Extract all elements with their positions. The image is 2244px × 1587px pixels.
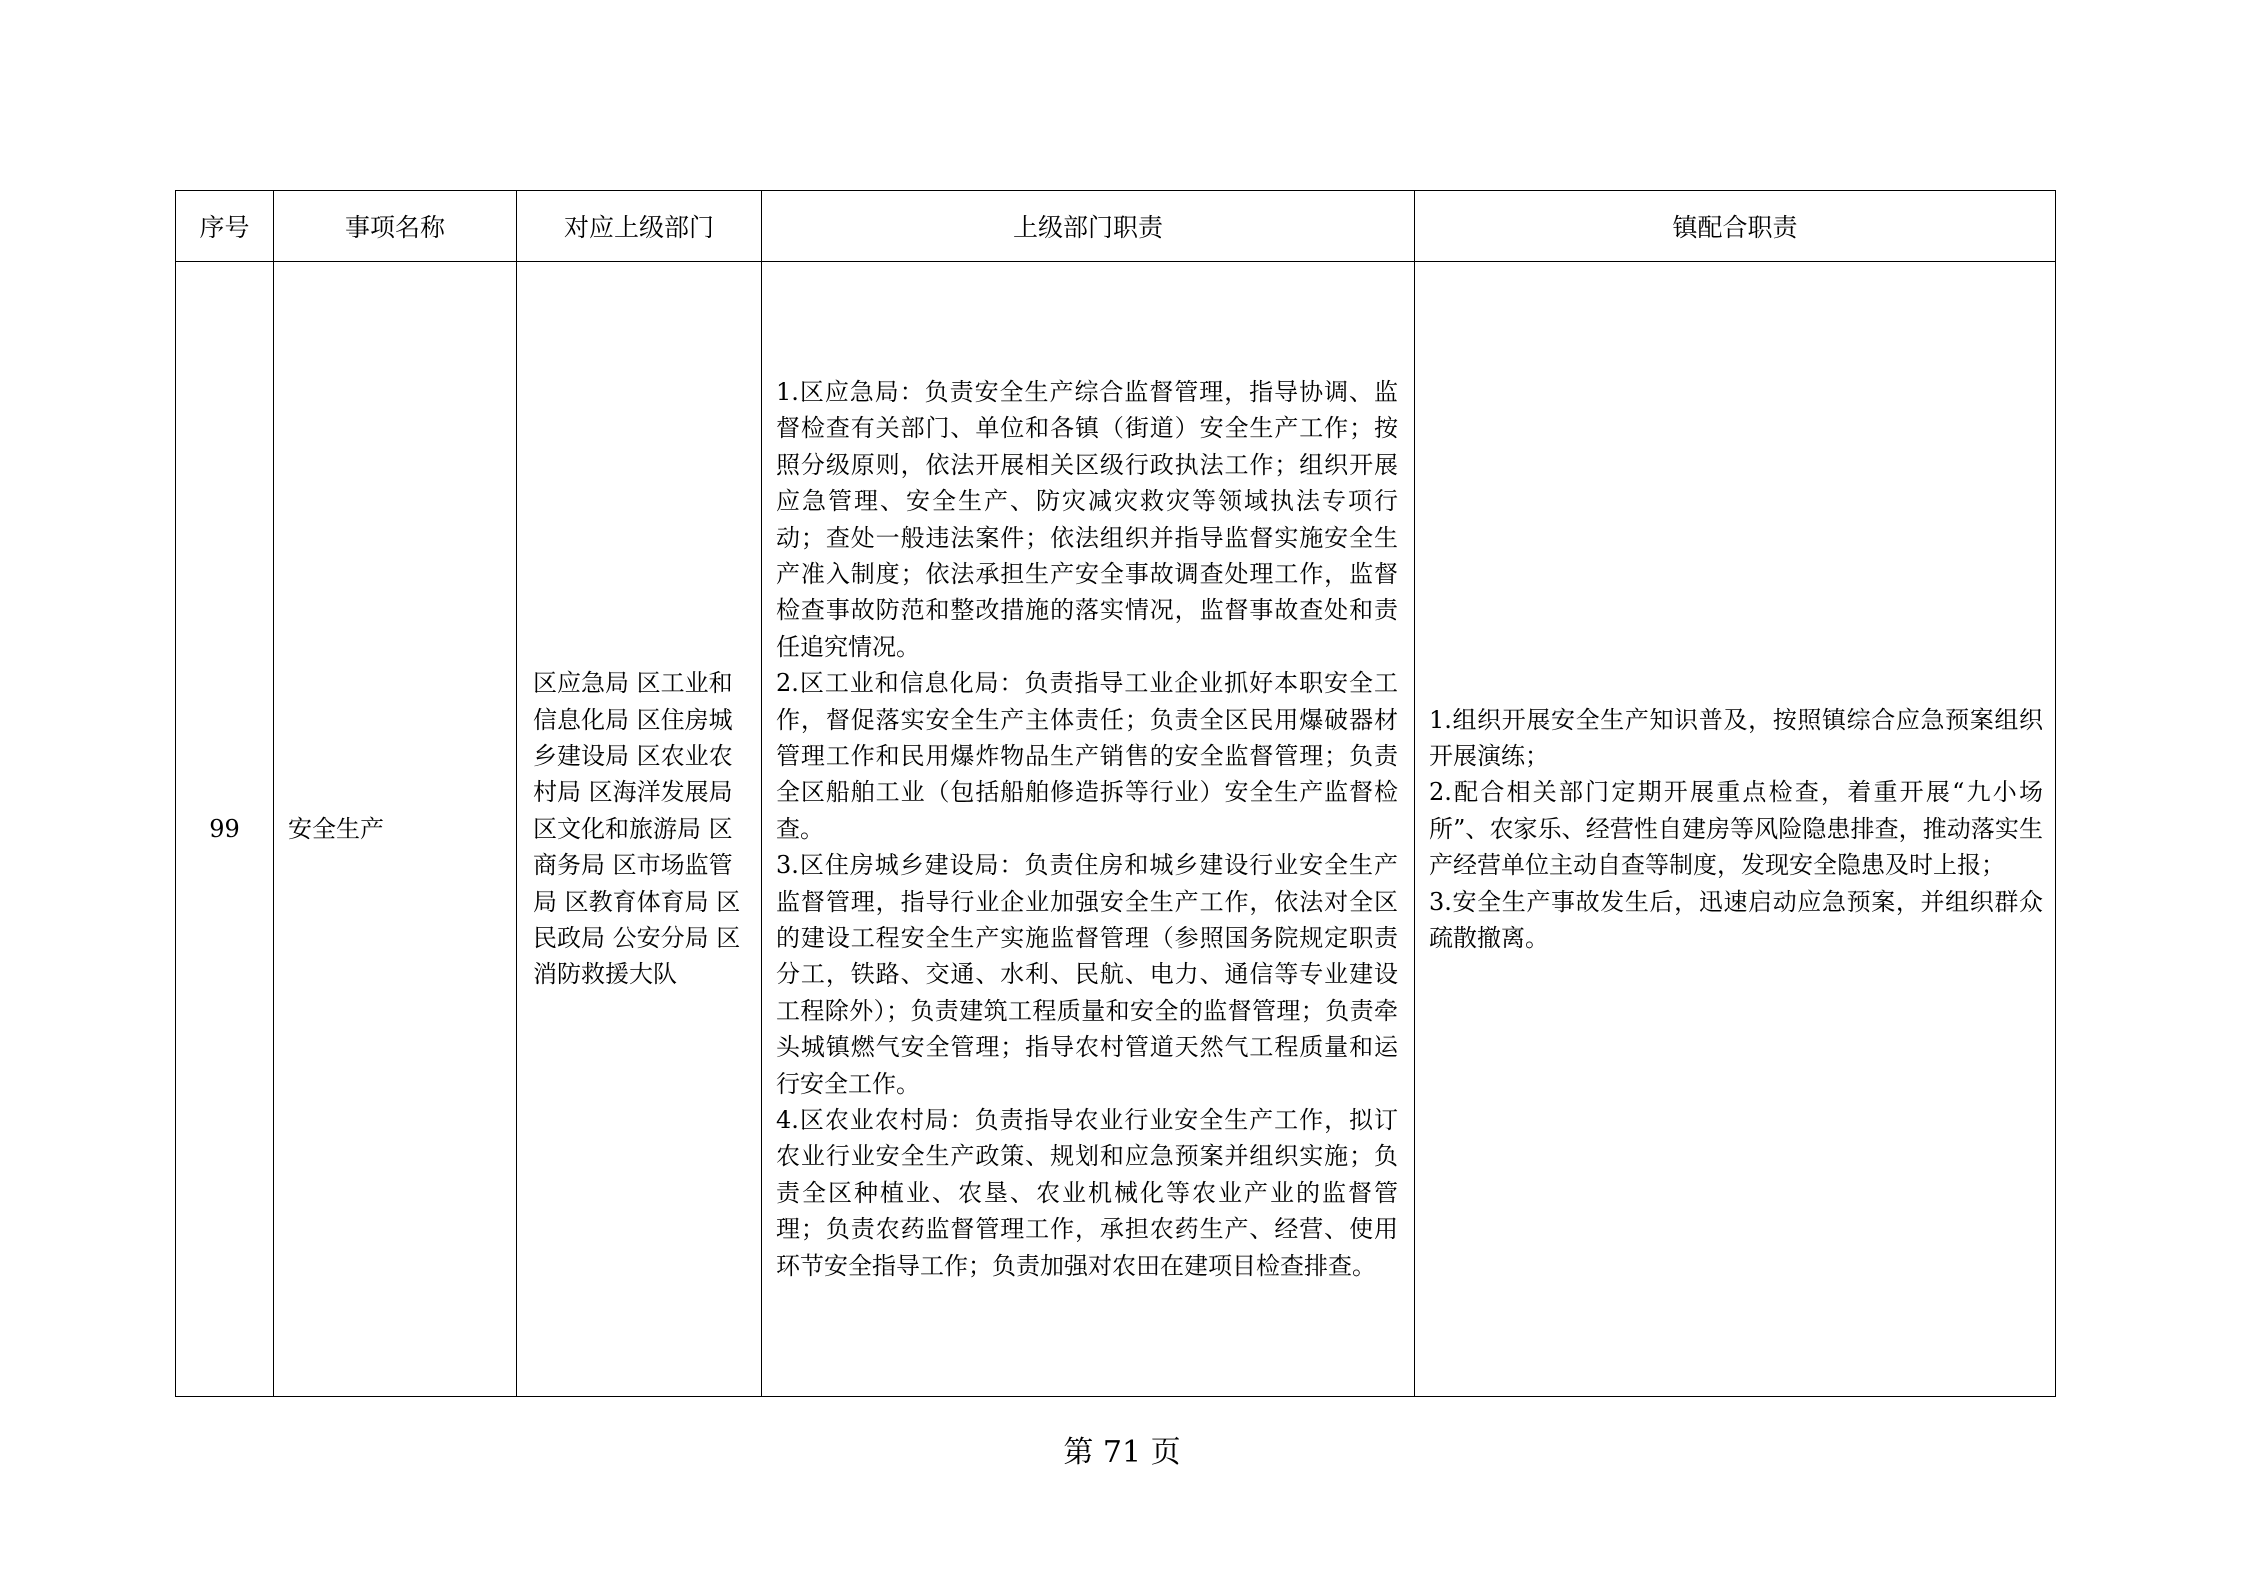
town-duty-paragraph: 1.组织开展安全生产知识普及，按照镇综合应急预案组织开展演练； — [1429, 705, 2043, 770]
cell-upper-dept: 区应急局 区工业和信息化局 区住房城乡建设局 区农业农村局 区海洋发展局 区文化和旅游局 区商务局 区市场监管局 区教育体育局 区民政局 公安分局 区消防救援大队 — [517, 262, 762, 1397]
header-no: 序号 — [176, 191, 274, 262]
cell-town-duty — [1415, 262, 2056, 1397]
upper-duty-paragraph: 4.区农业农村局：负责指导农业行业安全生产工作，拟订农业行业安全生产政策、规划和应急预案并组织实施；负责全区种植业、农垦、农业机械化等农业产业的监督管理；负责农药监督管理工作，承担农药生产、经营、使用环节安全指导工作；负责加强对农田在建项目检查排查。 — [776, 1106, 1398, 1280]
header-item-name: 事项名称 — [274, 191, 517, 262]
table-row — [176, 262, 2056, 1397]
duty-table — [175, 190, 2056, 1397]
cell-no: 99 — [176, 262, 274, 1397]
header-town-duty: 镇配合职责 — [1415, 191, 2056, 262]
header-upper-dept: 对应上级部门 — [517, 191, 762, 262]
town-duty-paragraph: 2.配合相关部门定期开展重点检查，着重开展“九小场所”、农家乐、经营性自建房等风险隐患排查，推动落实生产经营单位主动自查等制度，发现安全隐患及时上报； — [1429, 778, 2043, 880]
page-number: 第 71 页 — [1063, 1435, 1181, 1470]
upper-duty-paragraph: 1.区应急局：负责安全生产综合监督管理，指导协调、监督检查有关部门、单位和各镇（街道）安全生产工作；按照分级原则，依法开展相关区级行政执法工作；组织开展应急管理、安全生产、防灾减灾救灾等领域执法专项行动；查处一般违法案件；依法组织并指导监督实施安全生产准入制度；依法承担生产安全事故调查处理工作，监督检查事故防范和整改措施的落实情况，监督事故查处和责任追究情况。 — [776, 377, 1398, 661]
upper-duty-paragraph: 3.区住房城乡建设局：负责住房和城乡建设行业安全生产监督管理，指导行业企业加强安全生产工作，依法对全区的建设工程安全生产实施监督管理（参照国务院规定职责分工，铁路、交通、水利、民航、电力、通信等专业建设工程除外）；负责建筑工程质量和安全的监督管理；负责牵头城镇燃气安全管理；指导农村管道天然气工程质量和运行安全工作。 — [776, 851, 1398, 1098]
upper-duty-paragraph: 2.区工业和信息化局：负责指导工业企业抓好本职安全工作，督促落实安全生产主体责任；负责全区民用爆破器材管理工作和民用爆炸物品生产销售的安全监督管理；负责全区船舶工业（包括船舶修造拆等行业）安全生产监督检查。 — [776, 669, 1398, 843]
header-upper-duty: 上级部门职责 — [762, 191, 1415, 262]
header-row — [176, 191, 2056, 262]
cell-upper-duty — [762, 262, 1415, 1397]
cell-item-name: 安全生产 — [274, 262, 517, 1397]
town-duty-paragraph: 3.安全生产事故发生后，迅速启动应急预案，并组织群众疏散撤离。 — [1429, 887, 2043, 953]
